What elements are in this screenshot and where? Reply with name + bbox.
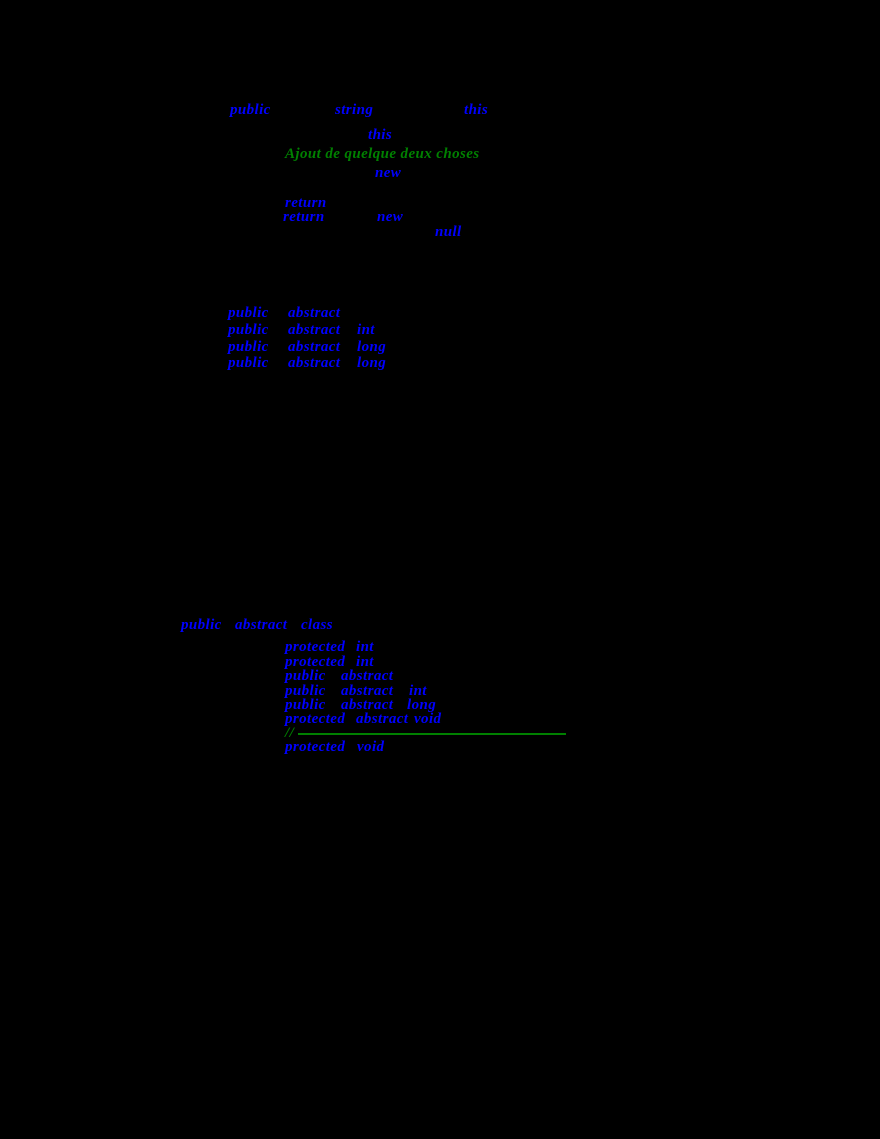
code-token-keyword: abstract	[356, 711, 409, 727]
comment-divider-line	[298, 733, 566, 735]
code-token-comment: //	[285, 725, 295, 741]
code-token-keyword: protected	[285, 654, 346, 670]
code-token-keyword: long	[357, 355, 387, 371]
code-token-keyword: abstract	[341, 668, 394, 684]
code-token-keyword: public	[228, 339, 269, 355]
code-token-keyword: abstract	[288, 355, 341, 371]
code-token-keyword: int	[356, 639, 374, 655]
code-token-keyword: return	[283, 209, 325, 225]
code-token-keyword: abstract	[288, 339, 341, 355]
code-token-keyword: public	[228, 305, 269, 321]
code-token-keyword: this	[464, 102, 489, 118]
code-token-keyword: public	[181, 617, 222, 633]
code-token-keyword: public	[285, 668, 326, 684]
code-token-keyword: null	[435, 224, 462, 240]
code-token-keyword: protected	[285, 639, 346, 655]
code-token-keyword: public	[228, 322, 269, 338]
code-token-keyword: abstract	[341, 683, 394, 699]
code-token-keyword: int	[409, 683, 427, 699]
code-token-keyword: public	[285, 683, 326, 699]
code-token-keyword: public	[285, 697, 326, 713]
code-token-keyword: public	[228, 355, 269, 371]
code-token-keyword: protected	[285, 739, 346, 755]
code-token-keyword: public	[230, 102, 271, 118]
code-token-keyword: int	[356, 654, 374, 670]
code-token-keyword: abstract	[235, 617, 288, 633]
code-token-keyword: void	[357, 739, 385, 755]
code-token-keyword: abstract	[341, 697, 394, 713]
code-token-keyword: abstract	[288, 305, 341, 321]
code-token-keyword: long	[357, 339, 387, 355]
code-token-keyword: string	[335, 102, 374, 118]
code-token-keyword: new	[375, 165, 402, 181]
code-token-keyword: int	[357, 322, 375, 338]
code-token-keyword: void	[414, 711, 442, 727]
code-token-comment: Ajout de quelque deux choses	[285, 146, 480, 162]
code-token-keyword: abstract	[288, 322, 341, 338]
code-token-keyword: return	[285, 195, 327, 211]
code-token-keyword: new	[377, 209, 404, 225]
code-token-keyword: protected	[285, 711, 346, 727]
code-token-keyword: this	[368, 127, 393, 143]
code-token-keyword: long	[407, 697, 437, 713]
code-token-keyword: class	[301, 617, 333, 633]
